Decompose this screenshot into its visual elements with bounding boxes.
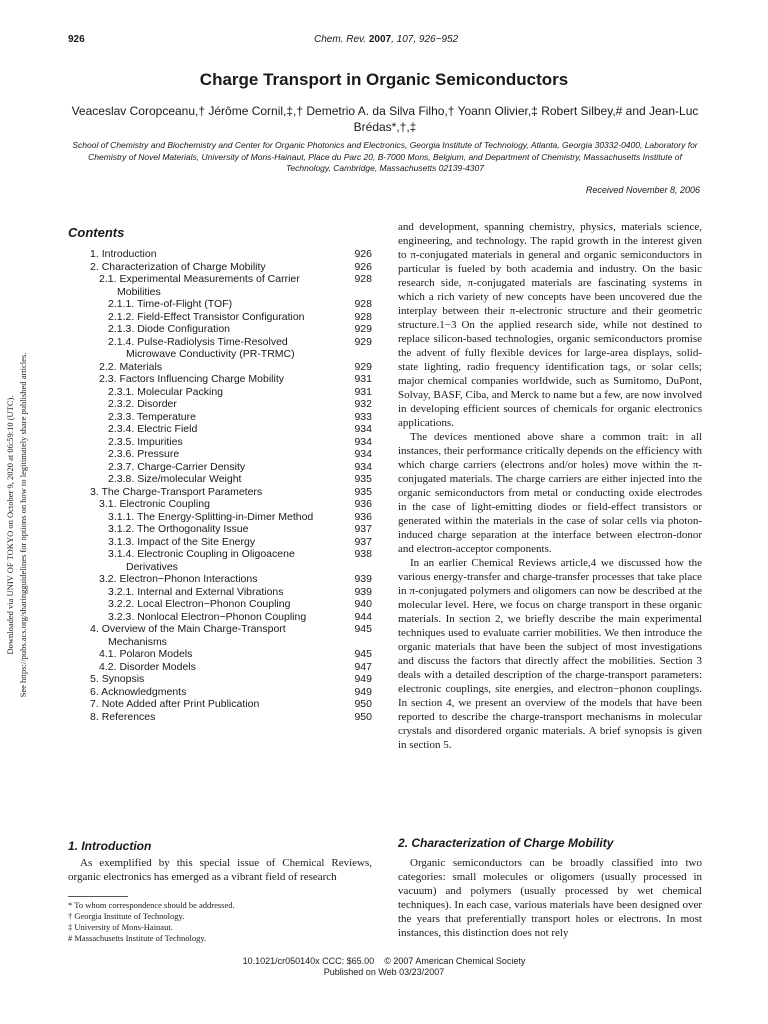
toc-entry-title: Field-Effect Transistor Configuration [137,310,305,323]
toc-entry-page: 938 [354,548,372,560]
toc-entry-title: Molecular Packing [137,385,223,398]
toc-entry [68,298,372,311]
toc-entry-number: 3.1. [99,498,117,510]
footnote: † Georgia Institute of Technology. [68,911,185,921]
toc-entry-number: 3.1.2. [108,523,135,535]
toc-entry-title: Acknowledgments [101,685,187,698]
toc-entry [68,461,372,474]
toc-entry-page: 947 [354,660,372,673]
table-of-contents [68,248,372,723]
toc-entry-number: 1. [90,248,99,260]
toc-entry-number: 2.3.7. [108,460,135,473]
toc-entry [68,648,372,661]
toc-entry-title: Electronic Coupling [119,498,210,510]
toc-entry-number: 2.3.8. [108,473,135,485]
toc-entry [68,436,372,449]
toc-entry-number: 8. [90,710,99,723]
toc-entry [68,686,372,699]
toc-entry-title: Factors Influencing Charge Mobility [119,373,285,385]
page-footer [0,956,768,978]
toc-entry [68,536,372,549]
toc-entry-title: Impact of the Site Energy [137,535,256,548]
toc-entry [68,573,372,586]
toc-entry-number: 2.1.3. [108,323,135,335]
toc-entry [68,411,372,424]
toc-entry-number: 2.3.5. [108,435,135,448]
toc-entry [68,623,372,648]
toc-entry-page: 950 [354,698,372,710]
introduction-text [68,856,372,884]
toc-entry [68,448,372,461]
toc-entry-title: The Energy-Splitting-in-Dimer Method [137,510,314,523]
toc-entry [68,711,372,724]
journal-name: Chem. Rev. [314,34,367,45]
body-paragraph: The devices mentioned above share a common trait: in all instances, their performance critically depends on the efficiency with which charge carriers (electrons and/or holes) move within the π-conjugated materials. The charge carriers are either injected into the organic semiconductors from metal or conducting oxide electrodes in the case of light-emitting diodes or field-effect transistors or generated within the materials in the case of solar cells via photon-induced charge separation at the interface between electron-donor and electron-acceptor components. [398,431,702,555]
toc-entry-title: Overview of the Main Charge-Transport [101,623,286,635]
toc-entry-title: References [101,710,156,723]
toc-entry-title: Diode Configuration [137,323,231,335]
affiliation: School of Chemistry and Biochemistry and Center for Organic Photonics and Electronics, Georgia Institute of Technology, Atlanta, Georgia 30332-0400, Laboratory for Chemistry of Novel Materials, University of Mons-Hainaut, Place du Parc 20, B-7000 Mons, Belgium, and Department of Chemistry, Massachusetts Institute of Technology, Cambridge, Massachusetts 02139-4307 [72,140,698,173]
doi-price: 10.1021/cr050140x CCC: $65.00 [242,956,375,966]
toc-entry-page: 934 [354,423,372,435]
toc-entry-page: 926 [354,260,372,273]
toc-entry [68,498,372,511]
toc-entry-number: 2.3.6. [108,448,135,460]
toc-entry [68,548,372,573]
toc-entry-page: 936 [354,510,372,523]
toc-entry-number: 3. [90,485,99,498]
introduction-paragraph: As exemplified by this special issue of Chemical Reviews, organic electronics has emerged as a vibrant field of research [68,857,372,883]
journal-year: 2007 [368,34,392,45]
toc-entry [68,611,372,624]
body-paragraph: and development, spanning chemistry, physics, materials science, engineering, and technology. The rapid growth in the interest given to π-conjugated materials in general and organic semiconductors in particular is fueled by both academia and industry. On the basic research side, π-conjugated materials are fascinating systems in which a rich variety of new concepts have been uncovered due the interplay between their π-electronic structure and their geometric structure.1−3 On the applied research side, while not destined to replace silicon-based technologies, organic semiconductors promise the advent of fully flexible devices for large-area displays, solid-state lighting, radio frequency identification tags, or solar cells; major chemical companies worldwide, such as Sumitomo, DuPont, Solvay, BASF, Ciba, and Merck to name but a few, are now involved in developing efficient sources of chemicals for organic electronics applications. [398,221,702,429]
toc-entry-number: 2.1.1. [108,298,135,310]
toc-entry-page: 926 [354,248,372,260]
toc-entry-page: 932 [354,398,372,410]
toc-entry-page: 929 [354,360,372,373]
toc-entry-title: Local Electron−Phonon Coupling [137,598,291,610]
footnote: # Massachusetts Institute of Technology. [68,933,207,943]
toc-entry-title: The Charge-Transport Parameters [101,485,263,498]
toc-entry-page: 945 [354,623,372,635]
toc-entry [68,248,372,261]
toc-entry-number: 2.3. [99,373,117,385]
toc-entry-title: Charge-Carrier Density [137,460,246,473]
toc-entry [68,273,372,298]
toc-entry-number: 3.2.3. [108,610,135,623]
toc-entry-page: 950 [354,710,372,723]
toc-entry-title: The Orthogonality Issue [137,523,249,535]
toc-entry-page: 934 [354,460,372,473]
toc-entry [68,523,372,536]
toc-entry-title: Disorder Models [119,660,196,673]
introduction-heading: 1. Introduction [68,839,152,853]
right-column-text [398,220,702,752]
sharing-guidelines-line: See https://pubs.acs.org/sharingguidelines for options on how to legitimately share published articles. [18,352,28,698]
toc-entry-page: 949 [354,673,372,685]
footnote-rule [68,896,128,897]
toc-entry-number: 7. [90,698,99,710]
toc-entry-number: 2.1. [99,273,117,285]
toc-entry-title: Pressure [137,448,180,460]
toc-entry-page: 949 [354,685,372,698]
toc-entry-title: Nonlocal Electron−Phonon Coupling [137,610,307,623]
toc-entry-page: 945 [354,648,372,660]
toc-entry-number: 2.3.3. [108,410,135,423]
toc-entry-number: 3.1.3. [108,535,135,548]
toc-entry [68,511,372,524]
toc-entry-title: Time-of-Flight (TOF) [137,298,233,310]
toc-entry-page: 936 [354,498,372,510]
toc-entry [68,361,372,374]
toc-entry-number: 3.1.4. [108,548,135,560]
toc-entry [68,373,372,386]
toc-entry [68,673,372,686]
footnote: ‡ University of Mons-Hainaut. [68,922,173,932]
toc-entry-title: Electric Field [137,423,198,435]
toc-entry-number: 2.3.4. [108,423,135,435]
copyright: © 2007 American Chemical Society [384,956,526,966]
toc-entry [68,473,372,486]
toc-entry-page: 933 [354,410,372,423]
download-line: Downloaded via UNIV OF TOKYO on October 9, 2020 at 06:59:10 (UTC). [5,395,15,655]
article-title: Charge Transport in Organic Semiconductors [199,70,569,89]
toc-entry-title-continued: Mobilities [117,285,161,298]
toc-entry-page: 931 [354,373,372,385]
toc-entry [68,598,372,611]
volume-pages: , 107, 926−952 [391,34,459,45]
toc-entry-page: 929 [354,335,372,348]
toc-entry-page: 944 [354,610,372,623]
toc-entry-title: Materials [119,360,163,373]
toc-entry-number: 2.3.1. [108,385,135,398]
section2-heading: 2. Characterization of Charge Mobility [398,836,614,850]
toc-entry-title-continued: Mechanisms [108,635,167,648]
toc-entry-title: Temperature [137,410,196,423]
toc-entry-title: Size/molecular Weight [137,473,242,485]
toc-entry-title: Disorder [137,398,177,410]
toc-entry-number: 3.2.2. [108,598,135,610]
section2-text [398,856,702,940]
toc-entry-number: 2.1.2. [108,310,135,323]
download-side-note [4,300,44,750]
toc-entry-page: 935 [354,485,372,498]
toc-entry-page: 928 [354,310,372,323]
toc-entry-title: Experimental Measurements of Carrier [119,273,300,285]
toc-entry-title: Impurities [137,435,183,448]
toc-entry-title: Note Added after Print Publication [101,698,260,710]
toc-entry-title: Characterization of Charge Mobility [101,260,266,273]
toc-entry-page: 935 [354,473,372,485]
toc-entry-page: 928 [354,298,372,310]
body-paragraph: In an earlier Chemical Reviews article,4 we discussed how the various energy-transfer and charge-transfer processes that take place in π-conjugated polymers and oligomers can now be described at the molecular level. Here, we focus on charge transport in these organic materials. In section 2, we briefly describe the main experimental techniques used to evaluate carrier mobilities. We then introduce the organic materials that have been the subject of most investigations and discuss the factors that directly affect the mobilities. Section 3 deals with a detailed description of the charge-transport parameters: electronic couplings, site energies, and electron−phonon couplings. In section 4, we present an overview of the models that have been reported to describe the charge-transport mechanisms in molecular crystals and disordered organic materials. A brief synopsis is given in section 5. [398,557,702,751]
published-date: Published on Web 03/23/2007 [323,967,445,977]
author-list: Veaceslav Coropceanu,† Jérôme Cornil,‡,† Demetrio A. da Silva Filho,† Yoann Olivier,‡ Robert Silbey,# and Jean-Luc Brédas*,†,‡ [71,104,699,134]
toc-entry [68,323,372,336]
toc-entry-number: 2.3.2. [108,398,135,410]
toc-entry-page: 939 [354,585,372,598]
toc-entry-number: 5. [90,673,99,685]
running-head [314,34,458,45]
toc-entry [68,698,372,711]
toc-entry-title: Electron−Phonon Interactions [119,573,258,585]
toc-entry-page: 934 [354,448,372,460]
toc-entry-title-continued: Microwave Conductivity (PR-TRMC) [126,348,295,360]
toc-entry-page: 934 [354,435,372,448]
footnotes [68,900,372,944]
toc-entry-number: 3.1.1. [108,510,135,523]
toc-entry [68,486,372,499]
toc-entry [68,261,372,274]
toc-entry-page: 939 [354,573,372,585]
toc-entry-page: 937 [354,535,372,548]
toc-entry [68,386,372,399]
toc-entry-title: Introduction [101,248,157,260]
toc-entry-page: 937 [354,523,372,535]
toc-entry-number: 4.1. [99,648,117,660]
toc-entry-number: 3.2.1. [108,585,135,598]
toc-entry [68,336,372,361]
section2-paragraph: Organic semiconductors can be broadly classified into two categories: small molecules or oligomers (usually processed in vacuum) and polymers (usually processed by wet chemical techniques). In each case, various materials have been designed over the years that preferentially transport holes or electrons. In most instances, this distinction does not rely [398,857,702,939]
contents-heading: Contents [68,225,125,240]
toc-entry-number: 2.1.4. [108,335,135,348]
page-number: 926 [68,34,85,45]
footnote: * To whom correspondence should be addressed. [68,900,235,910]
toc-entry-title-continued: Derivatives [126,560,178,573]
toc-entry-title: Electronic Coupling in Oligoacene [137,548,295,560]
toc-entry [68,586,372,599]
toc-entry-page: 931 [354,385,372,398]
toc-entry [68,398,372,411]
toc-entry-title: Polaron Models [119,648,193,660]
toc-entry-number: 2. [90,260,99,273]
toc-entry-number: 6. [90,685,99,698]
toc-entry-page: 929 [354,323,372,335]
toc-entry-title: Internal and External Vibrations [137,585,284,598]
received-date: Received November 8, 2006 [585,185,700,195]
toc-entry [68,661,372,674]
toc-entry-page: 928 [354,273,372,285]
toc-entry-title: Pulse-Radiolysis Time-Resolved [137,335,288,348]
toc-entry-number: 4.2. [99,660,117,673]
toc-entry-number: 2.2. [99,360,117,373]
toc-entry [68,423,372,436]
toc-entry-page: 940 [354,598,372,610]
toc-entry [68,311,372,324]
toc-entry-number: 4. [90,623,99,635]
toc-entry-number: 3.2. [99,573,117,585]
toc-entry-title: Synopsis [101,673,145,685]
